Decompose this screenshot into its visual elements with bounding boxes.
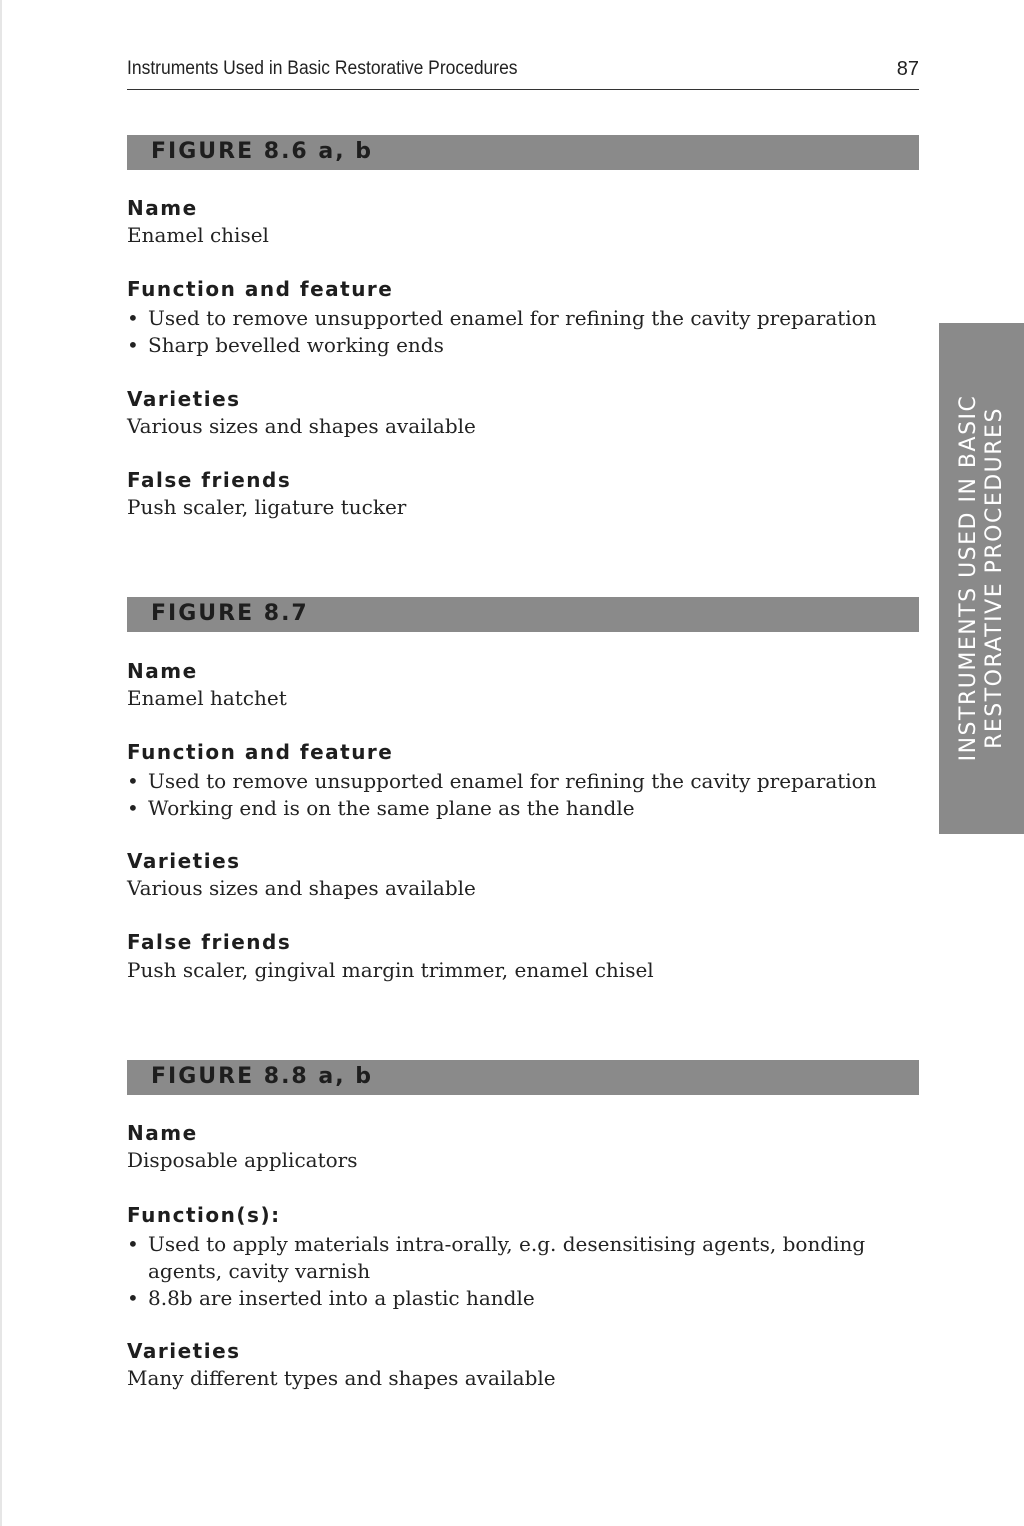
name-heading: Name [127, 659, 198, 683]
varieties-heading: Varieties [127, 849, 241, 873]
varieties-heading: Varieties [127, 387, 241, 411]
bullet-text: Used to apply materials intra-orally, e.g. desensitising agents, bonding agents, cavity varnish [148, 1232, 866, 1283]
varieties-text: Various sizes and shapes available [127, 876, 476, 900]
name-heading: Name [127, 1121, 198, 1145]
varieties-text: Many different types and shapes available [127, 1366, 556, 1390]
page-number: 87 [896, 58, 919, 80]
figure-label: FIGURE 8.7 [151, 601, 309, 626]
instrument-name: Disposable applicators [127, 1148, 358, 1172]
figure-heading-bar [127, 135, 919, 170]
chapter-tab-line-1: INSTRUMENTS USED IN BASIC [956, 394, 981, 762]
false-friends-text: Push scaler, gingival margin trimmer, enamel chisel [127, 958, 654, 982]
bullet-glyph: • [127, 333, 139, 357]
bullet-glyph: • [127, 1232, 139, 1256]
bullet-glyph: • [127, 769, 139, 793]
false-friends-heading: False friends [127, 930, 292, 954]
varieties-text: Various sizes and shapes available [127, 414, 476, 438]
chapter-thumb-tab [939, 323, 1024, 834]
function-heading: Function and feature [127, 277, 394, 301]
bullet-glyph: • [127, 306, 139, 330]
bullet-text: Used to remove unsupported enamel for refining the cavity preparation [148, 306, 877, 330]
figure-heading-bar [127, 1060, 919, 1095]
figure-heading-bar [127, 597, 919, 632]
function-heading: Function(s): [127, 1203, 281, 1227]
figure-label: FIGURE 8.8 a, b [151, 1064, 374, 1089]
bullet-text: Used to remove unsupported enamel for refining the cavity preparation [148, 769, 877, 793]
false-friends-heading: False friends [127, 468, 292, 492]
bullet-glyph: • [127, 796, 139, 820]
instrument-name: Enamel chisel [127, 223, 269, 247]
chapter-tab-line-2: RESTORATIVE PROCEDURES [982, 407, 1007, 749]
chapter-tab-label [956, 395, 1008, 762]
bullet-text: Sharp bevelled working ends [148, 333, 444, 357]
false-friends-text: Push scaler, ligature tucker [127, 495, 407, 519]
name-heading: Name [127, 196, 198, 220]
instrument-name: Enamel hatchet [127, 686, 287, 710]
function-heading: Function and feature [127, 740, 394, 764]
running-head [127, 58, 919, 90]
bullet-text: Working end is on the same plane as the handle [148, 796, 635, 820]
bullet-glyph: • [127, 1286, 139, 1310]
running-head-title: Instruments Used in Basic Restorative Procedures [127, 58, 518, 79]
figure-label: FIGURE 8.6 a, b [151, 139, 374, 164]
bullet-text: 8.8b are inserted into a plastic handle [148, 1286, 535, 1310]
varieties-heading: Varieties [127, 1339, 241, 1363]
